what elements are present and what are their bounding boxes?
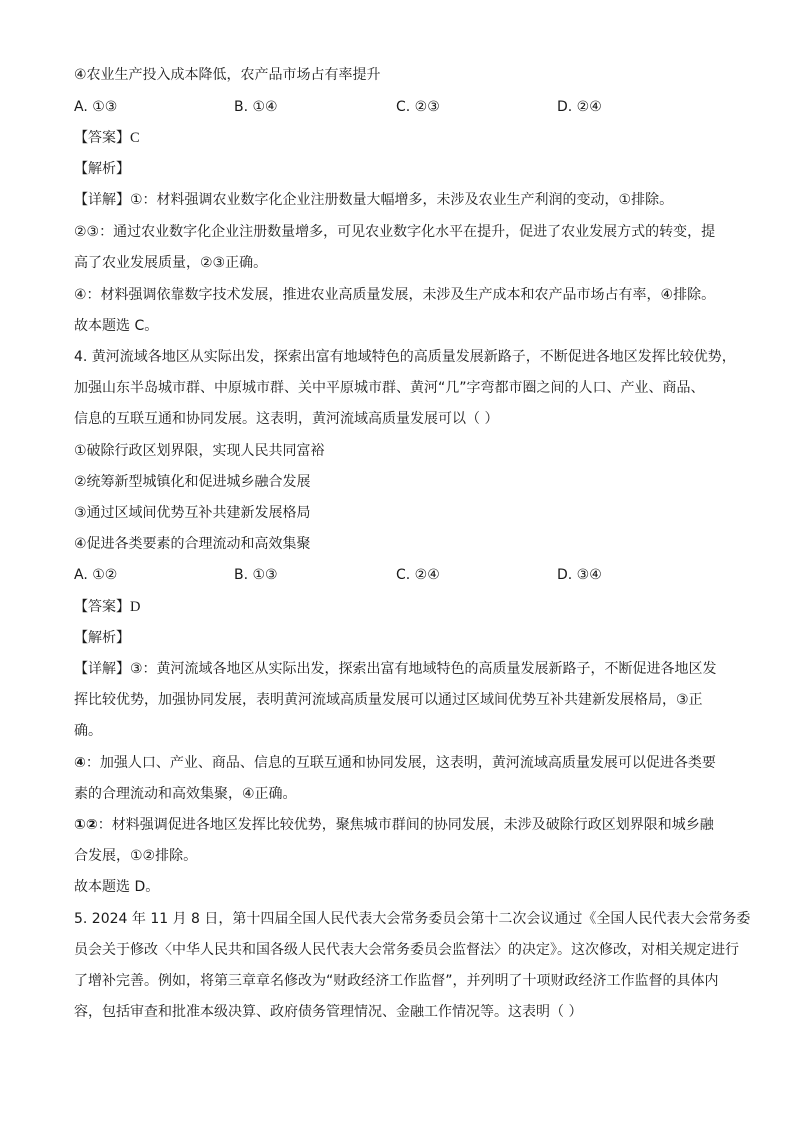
q4-detail-1-line-3: 确。 [74,723,102,739]
detail-text: ③：黄河流域各地区从实际出发，探索出富有地域特色的高质量发展新路子，不断促进各地区发 [130,661,717,677]
detail-label: 【详解】 [74,192,130,208]
q4-detail-1-line-1 [74,659,717,679]
q4-choice-item-4: ④促进各类要素的合理流动和高效集聚 [74,536,311,552]
q4-choice-item-3: ③通过区域间优势互补共建新发展格局 [74,505,311,521]
detail-text: ：材料强调促进各地区发挥比较优势，聚焦城市群间的协同发展，未涉及破除行政区划界限和城乡融 [97,817,714,833]
q4-stem-line-2: 加强山东半岛城市群、中原城市群、关中平原城市群、黄河“几”字弯都市圈之间的人口、产业、商品、 [74,380,705,396]
q4-answer [74,597,140,617]
q3-detail-1 [74,190,673,210]
q4-detail-1-line-2: 挥比较优势，加强协同发展，表明黄河流域高质量发展可以通过区域间优势互补共建新发展格局，③正 [74,692,703,708]
q4-option-b: B. ①③ [234,567,278,583]
detail-label: ④ [74,755,86,771]
detail-text: ：加强人口、产业、商品、信息的互联互通和协同发展，这表明，黄河流域高质量发展可以促进各类要 [85,755,716,771]
q3-detail-2-line-1: ②③：通过农业数字化企业注册数量增多，可见农业数字化水平在提升，促进了农业发展方式的转变，提 [74,224,716,240]
detail-label: 【详解】 [74,661,130,677]
detail-text: ①：材料强调农业数字化企业注册数量大幅增多，未涉及农业生产利润的变动，①排除。 [130,192,674,208]
answer-label: 【答案】 [74,599,130,615]
q3-analysis-label: 【解析】 [74,161,130,177]
q5-stem-line-1: 5. 2024 年 11 月 8 日，第十四届全国人民代表大会常务委员会第十二次会议通过《全国人民代表大会常务委 [74,911,751,927]
q4-option-c: C. ②④ [396,567,440,583]
q4-choice-item-1: ①破除行政区划界限，实现人民共同富裕 [74,443,325,459]
answer-value: D [130,599,141,615]
q4-choice-item-2: ②统筹新型城镇化和促进城乡融合发展 [74,474,311,490]
q3-answer [74,128,140,148]
answer-value: C [130,130,140,146]
detail-label: ①② [74,817,98,833]
q4-detail-2-line-2: 素的合理流动和高效集聚，④正确。 [74,786,297,802]
answer-label: 【答案】 [74,130,130,146]
q3-option-c: C. ②③ [396,99,440,115]
q3-option-a: A. ①③ [74,99,118,115]
q3-detail-3: ④：材料强调依靠数字技术发展，推进农业高质量发展，未涉及生产成本和农产品市场占有率，④排除。 [74,287,716,303]
q4-detail-3-line-2: 合发展，①②排除。 [74,848,198,864]
q3-option-b: B. ①④ [234,99,278,115]
q4-detail-2-line-1 [74,753,716,773]
q4-option-d: D. ③④ [557,567,602,583]
q5-stem-line-2: 员会关于修改〈中华人民共和国各级人民代表大会常务委员会监督法〉的决定》。这次修改，对相关规定进行 [74,942,739,958]
q4-analysis-label: 【解析】 [74,630,130,646]
q4-option-a: A. ①② [74,567,118,583]
q4-conclusion: 故本题选 D。 [74,879,160,895]
q5-stem-line-4: 容，包括审查和批准本级决算、政府债务管理情况、金融工作情况等。这表明（ ） [74,1004,583,1020]
q3-option-d: D. ②④ [557,99,602,115]
q4-stem-line-3: 信息的互联互通和协同发展。这表明，黄河流域高质量发展可以（ ） [74,411,499,427]
q4-detail-3-line-1 [74,815,714,835]
q3-choice-item-4: ④农业生产投入成本降低，农产品市场占有率提升 [74,67,381,83]
q3-detail-2-line-2: 高了农业发展质量，②③正确。 [74,255,268,271]
q4-stem-line-1: 4. 黄河流域各地区从实际出发，探索出富有地域特色的高质量发展新路子，不断促进各地区发挥比较优势， [74,349,736,365]
q5-stem-line-3: 了增补完善。例如，将第三章章名修改为“财政经济工作监督”，并列明了十项财政经济工作监督的具体内 [74,973,719,989]
q3-conclusion: 故本题选 C。 [74,318,159,334]
